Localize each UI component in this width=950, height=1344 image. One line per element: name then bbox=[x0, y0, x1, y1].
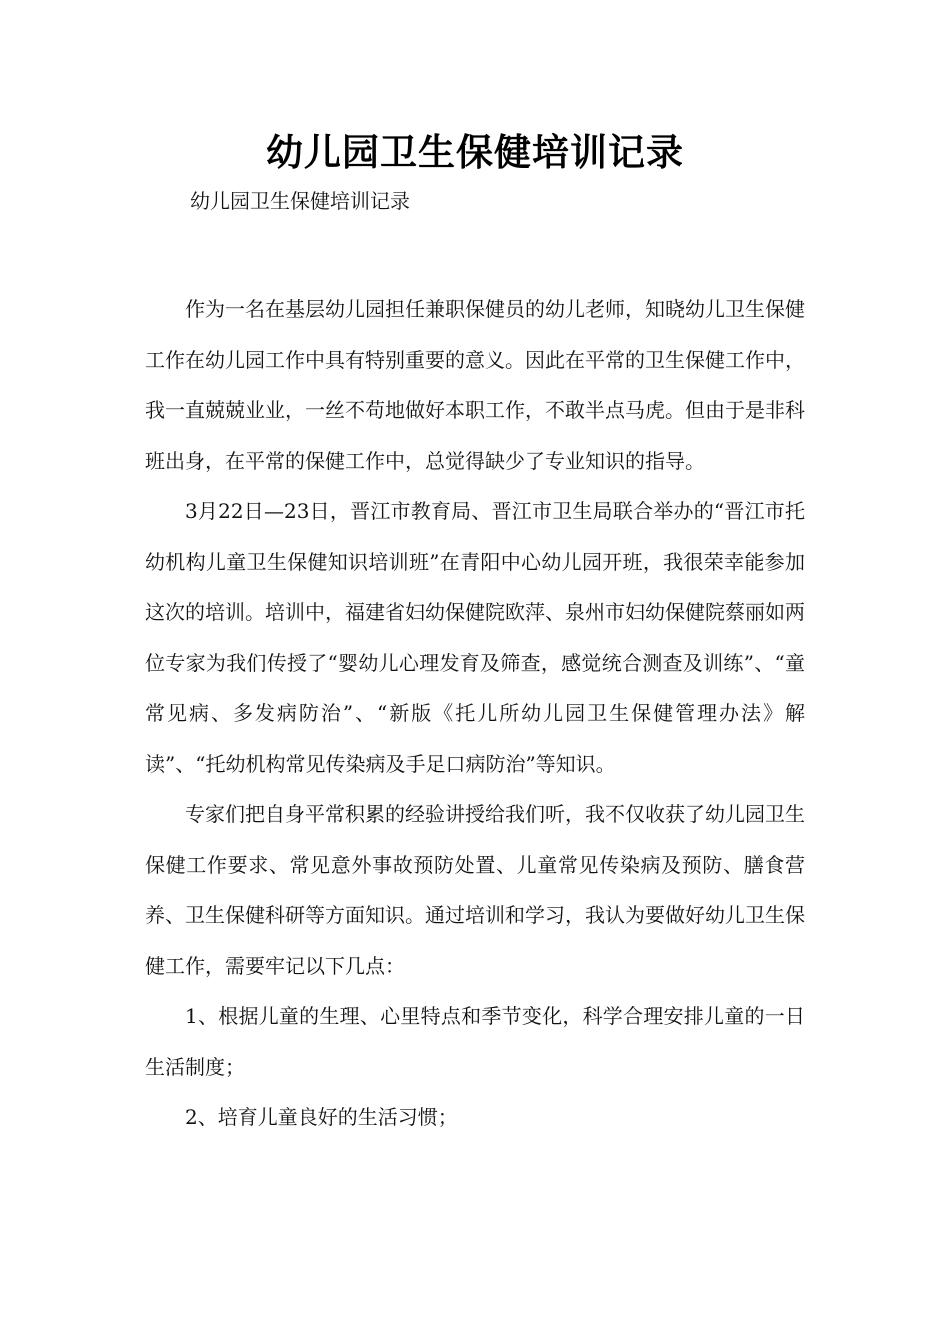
paragraph-experience: 专家们把自身平常积累的经验讲授给我们听，我不仅收获了幼儿园卫生保健工作要求、常见意外事故预防处置、儿童常见传染病及预防、膳食营养、卫生保健科研等方面知识。通过培训和学习，我认为要做好幼儿卫生保健工作，需要牢记以下几点： bbox=[145, 802, 805, 978]
document-subtitle: 幼儿园卫生保健培训记录 bbox=[190, 189, 410, 213]
document-body bbox=[145, 284, 805, 1143]
list-item-2: 2、培育儿童良好的生活习惯； bbox=[185, 1105, 458, 1129]
list-item-1: 1、根据儿童的生理、心里特点和季节变化，科学合理安排儿童的一日生活制度； bbox=[145, 1004, 805, 1079]
document-title: 幼儿园卫生保健培训记录 bbox=[266, 131, 684, 174]
paragraph-intro: 作为一名在基层幼儿园担任兼职保健员的幼儿老师，知晓幼儿卫生保健工作在幼儿园工作中具有特别重要的意义。因此在平常的卫生保健工作中，我一直兢兢业业，一丝不苟地做好本职工作，不敢半点马虎。但由于是非科班出身，在平常的保健工作中，总觉得缺少了专业知识的指导。 bbox=[145, 297, 805, 473]
paragraph-training: 3月22日—23日，晋江市教育局、晋江市卫生局联合举办的“晋江市托幼机构儿童卫生保健知识培训班”在青阳中心幼儿园开班，我很荣幸能参加这次的培训。培训中，福建省妇幼保健院欧萍、泉州市妇幼保健院蔡丽如两位专家为我们传授了“婴幼儿心理发育及筛查，感觉统合测查及训练”、“童常见病、多发病防治”、“新版《托儿所幼儿园卫生保健管理办法》解读”、“托幼机构常见传染病及手足口病防治”等知识。 bbox=[145, 499, 805, 776]
